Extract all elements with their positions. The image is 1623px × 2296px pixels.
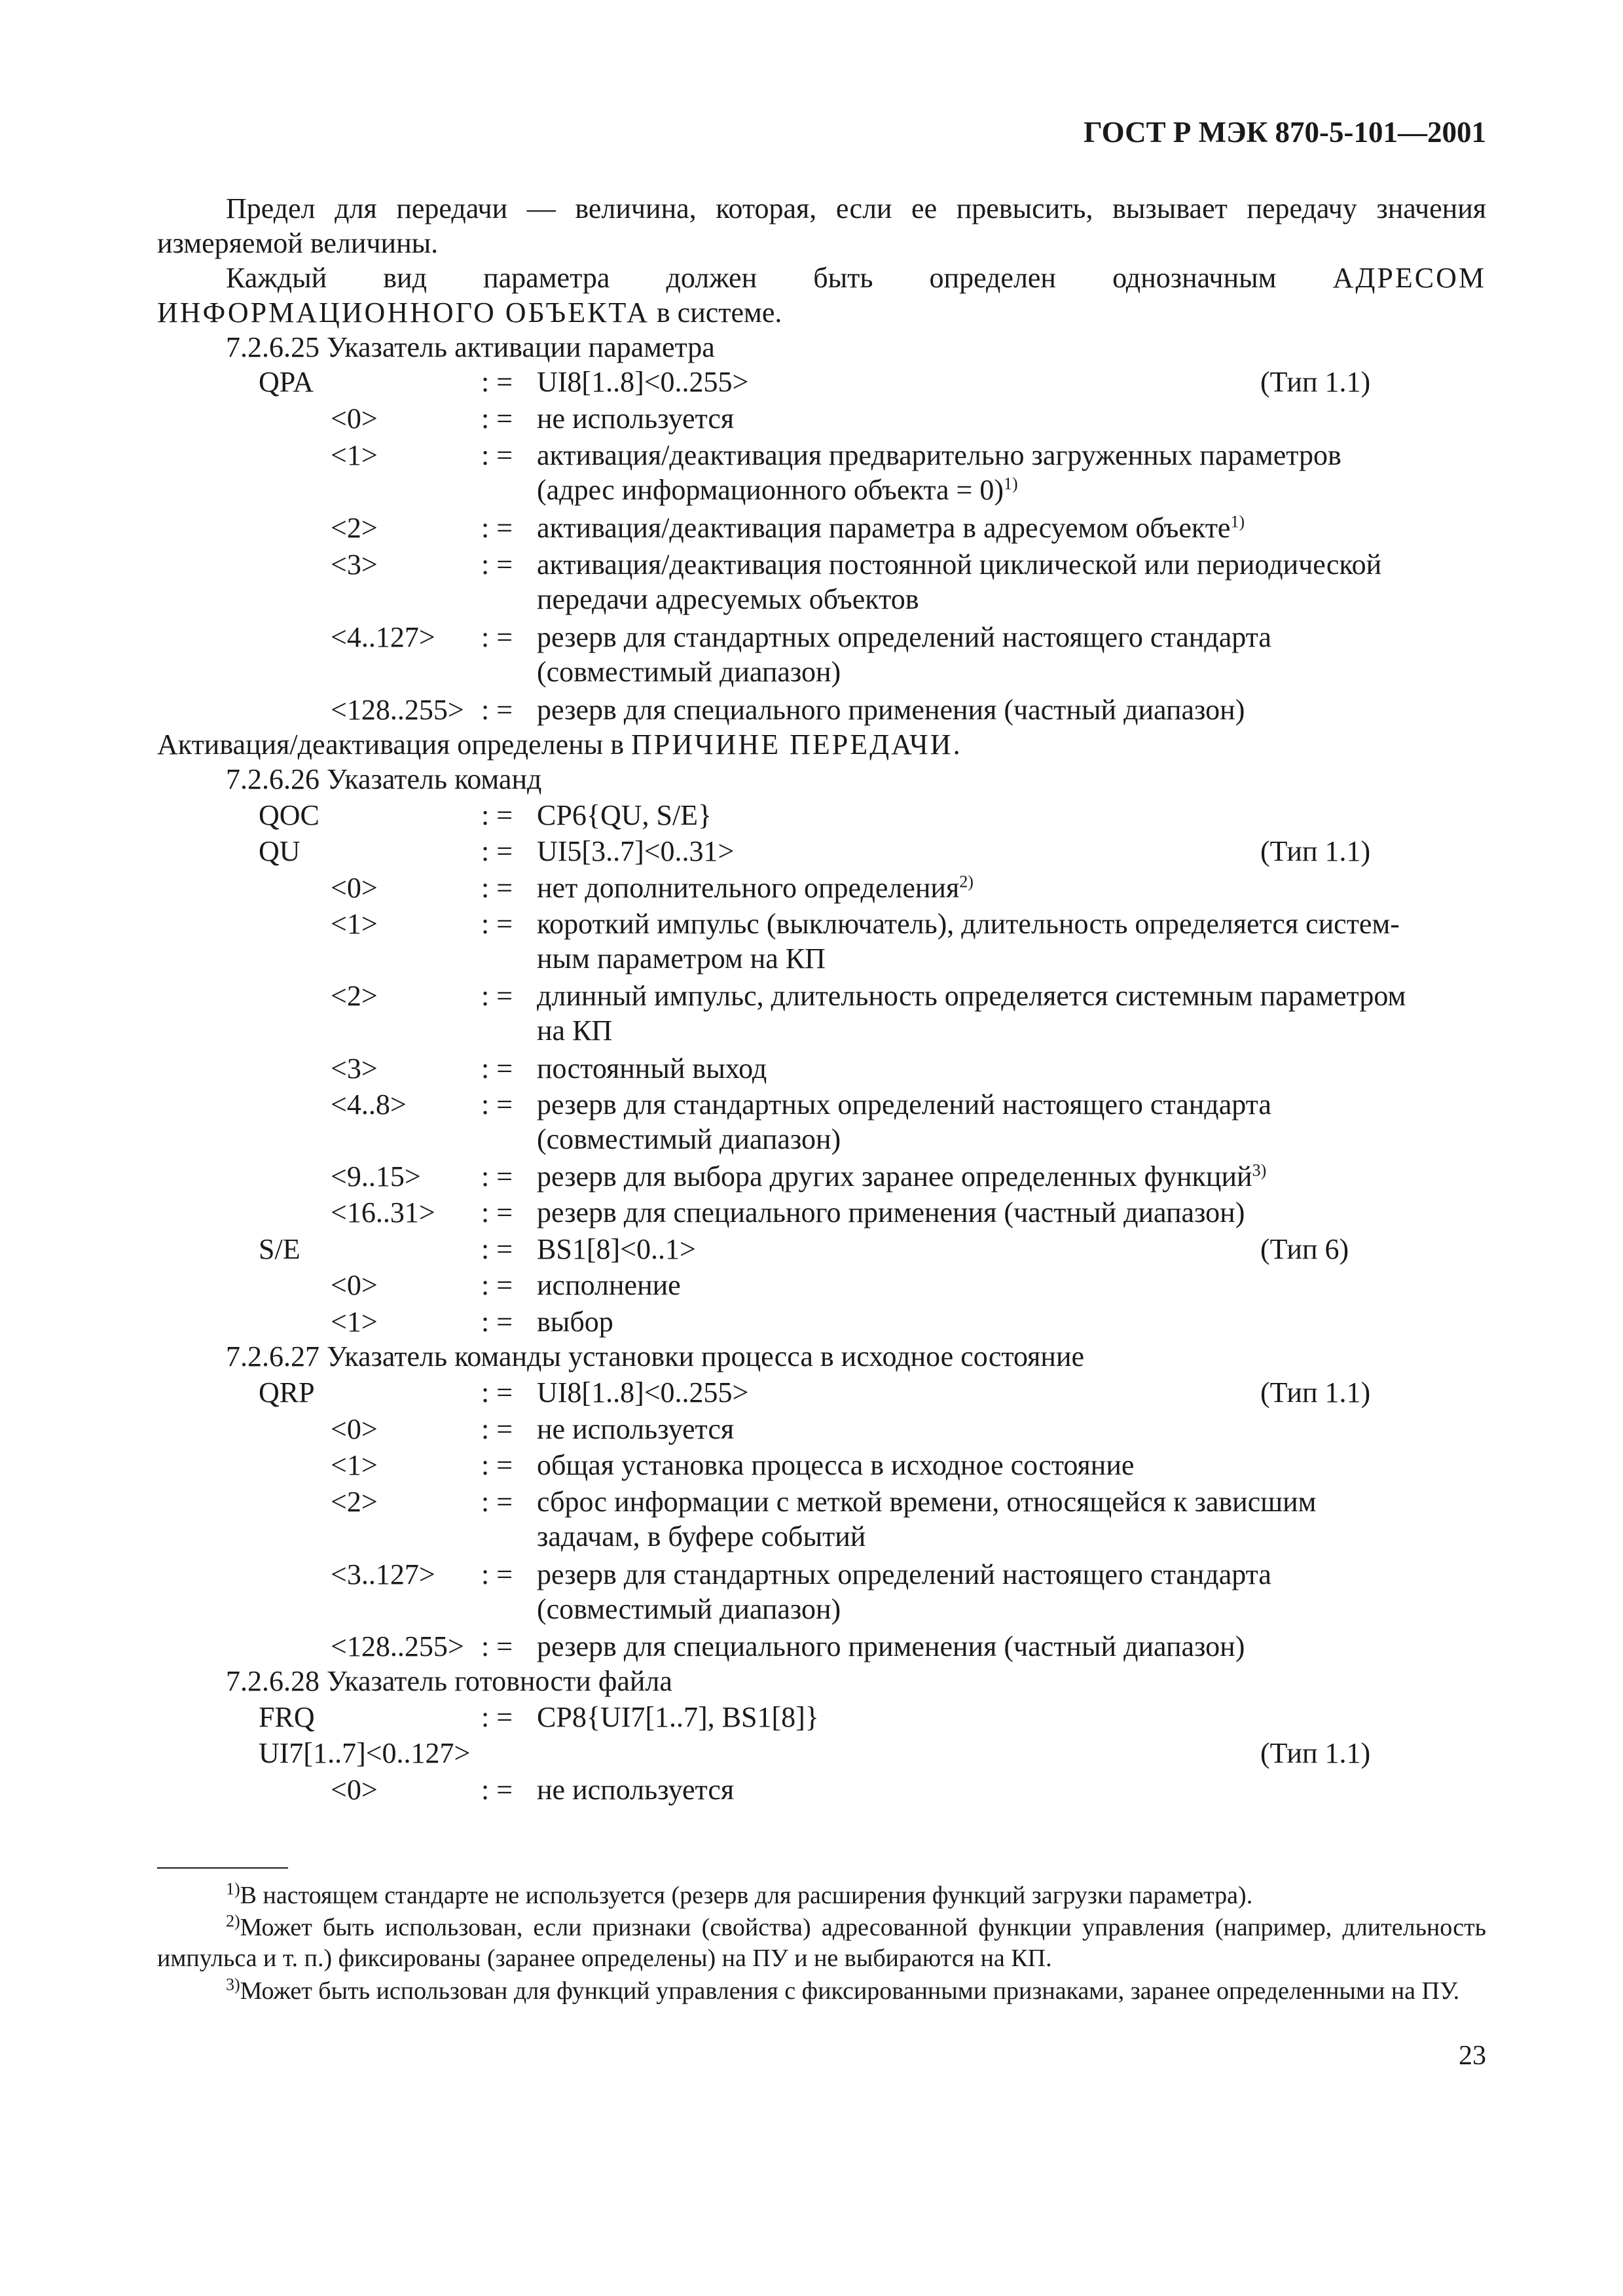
assign-sign: : =	[481, 366, 513, 398]
assign-sign: : =	[481, 980, 513, 1012]
value-code: <3>	[331, 1052, 378, 1085]
assign-sign: : =	[481, 799, 513, 831]
value-code: <3>	[331, 548, 378, 581]
assign-sign: : =	[481, 1306, 513, 1338]
footnote-ref: 3)	[1252, 1160, 1267, 1180]
intro-paragraph-1: Предел для передачи — величина, которая, если ее превысить, вызывает передачу значения измеряемой величины.	[157, 192, 1486, 259]
value-definition: не используется	[537, 1413, 735, 1445]
value-code: <0>	[331, 403, 378, 435]
value-definition: резерв для специального применения (частный диапазон)	[537, 694, 1245, 726]
assign-sign: : =	[481, 1088, 513, 1121]
value-code: <4..127>	[331, 621, 435, 653]
value-code: <2>	[331, 1486, 378, 1518]
section-title-7-2-6-25: 7.2.6.25 Указатель активации параметра	[226, 331, 715, 363]
value-code: <4..8>	[331, 1088, 407, 1121]
value-definition: резерв для специального применения (частный диапазон)	[537, 1630, 1245, 1662]
assign-sign: : =	[481, 621, 513, 653]
value-definition: резерв для выбора других заранее определенных функций$^{3)}$	[537, 1160, 1267, 1193]
assign-sign: : =	[481, 512, 513, 544]
term-definition-qpa: UI8[1..8]<0..255>	[537, 366, 749, 398]
assign-sign: : =	[481, 694, 513, 726]
term-definition-qoc: CP6{QU, S/E}	[537, 799, 712, 831]
footnote-3: $^{3)}$Может быть использован для функций управления с фиксированными признаками, заранее определенными на ПУ.	[226, 1975, 1460, 2005]
value-code: <128..255>	[331, 1630, 464, 1662]
term-definition-qrp: UI8[1..8]<0..255>	[537, 1376, 749, 1408]
value-code: <0>	[331, 1269, 378, 1301]
value-definition: короткий импульс (выключатель), длительность определяется систем- ным параметром на КП	[537, 908, 1400, 975]
value-definition: общая установка процесса в исходное состояние	[537, 1449, 1135, 1481]
activation-note: Активация/деактивация определены в ПРИЧИНЕ ПЕРЕДАЧИ.	[157, 728, 960, 761]
value-definition: резерв для стандартных определений настоящего стандарта (совместимый диапазон)	[537, 1558, 1271, 1625]
type-label-qrp: (Тип 1.1)	[1260, 1376, 1371, 1408]
value-definition: не используется	[537, 1774, 735, 1806]
footnote-separator	[157, 1867, 288, 1869]
term-definition-frq: CP8{UI7[1..7], BS1[8]}	[537, 1701, 819, 1733]
assign-sign: : =	[481, 403, 513, 435]
value-definition: длинный импульс, длительность определяется системным параметром на КП	[537, 980, 1406, 1047]
type-label-qpa: (Тип 1.1)	[1260, 366, 1371, 398]
type-label-se: (Тип 6)	[1260, 1233, 1349, 1265]
footnote-mark: 2)	[226, 1911, 240, 1931]
assign-sign: : =	[481, 1486, 513, 1518]
value-definition: резерв для специального применения (частный диапазон)	[537, 1196, 1245, 1229]
term-name-frq: FRQ	[259, 1701, 315, 1733]
term-name-ui7: UI7[1..7]<0..127>	[259, 1737, 471, 1769]
value-code: <1>	[331, 1449, 378, 1481]
value-code: <9..15>	[331, 1160, 421, 1193]
value-code: <1>	[331, 439, 378, 471]
assign-sign: : =	[481, 872, 513, 904]
assign-sign: : =	[481, 1413, 513, 1445]
assign-sign: : =	[481, 1269, 513, 1301]
value-definition: резерв для стандартных определений настоящего стандарта (совместимый диапазон)	[537, 1088, 1271, 1155]
assign-sign: : =	[481, 1233, 513, 1265]
value-code: <1>	[331, 1306, 378, 1338]
value-code: <2>	[331, 512, 378, 544]
footnote-1: $^{1)}$В настоящем стандарте не используется (резерв для расширения функций загрузки параметра).	[226, 1879, 1253, 1909]
assign-sign: : =	[481, 1558, 513, 1590]
value-definition: исполнение	[537, 1269, 681, 1301]
value-code: <16..31>	[331, 1196, 435, 1229]
assign-sign: : =	[481, 1376, 513, 1408]
type-label-ui7: (Тип 1.1)	[1260, 1737, 1371, 1769]
assign-sign: : =	[481, 1196, 513, 1229]
value-definition: активация/деактивация предварительно загруженных параметров (адрес информационного объекта = 0)$^{1)}$	[537, 439, 1341, 506]
value-code: <128..255>	[331, 694, 464, 726]
assign-sign: : =	[481, 548, 513, 581]
type-label-qu: (Тип 1.1)	[1260, 835, 1371, 867]
value-code: <3..127>	[331, 1558, 435, 1590]
value-definition: активация/деактивация постоянной циклической или периодической передачи адресуемых объектов	[537, 548, 1382, 615]
value-code: <0>	[331, 1774, 378, 1806]
assign-sign: : =	[481, 1701, 513, 1733]
value-definition: активация/деактивация параметра в адресуемом объекте$^{1)}$	[537, 512, 1245, 544]
term-name-qpa: QPA	[259, 366, 314, 398]
footnote-mark: 1)	[226, 1879, 240, 1899]
value-code: <0>	[331, 1413, 378, 1445]
assign-sign: : =	[481, 1052, 513, 1085]
value-definition: выбор	[537, 1306, 613, 1338]
assign-sign: : =	[481, 439, 513, 471]
term-name-qrp: QRP	[259, 1376, 315, 1408]
assign-sign: : =	[481, 1774, 513, 1806]
term-name-se: S/E	[259, 1233, 301, 1265]
value-definition: постоянный выход	[537, 1052, 767, 1085]
section-title-7-2-6-27: 7.2.6.27 Указатель команды установки процесса в исходное состояние	[226, 1340, 1085, 1372]
value-definition: не используется	[537, 403, 735, 435]
term-name-qu: QU	[259, 835, 301, 867]
section-title-7-2-6-28: 7.2.6.28 Указатель готовности файла	[226, 1665, 672, 1697]
page-number: 23	[1459, 2041, 1486, 2071]
assign-sign: : =	[481, 1449, 513, 1481]
term-definition-se: BS1[8]<0..1>	[537, 1233, 696, 1265]
footnote-mark: 3)	[226, 1975, 240, 1994]
value-code: <0>	[331, 872, 378, 904]
term-definition-qu: UI5[3..7]<0..31>	[537, 835, 735, 867]
value-code: <1>	[331, 908, 378, 940]
value-definition: резерв для стандартных определений настоящего стандарта (совместимый диапазон)	[537, 621, 1271, 688]
section-title-7-2-6-26: 7.2.6.26 Указатель команд	[226, 763, 542, 795]
intro-paragraph-2: Каждый вид параметра должен быть определен однозначным АДРЕСОМ ИНФОРМАЦИОННОГО ОБЪЕКТА в системе.	[157, 262, 1486, 329]
assign-sign: : =	[481, 1630, 513, 1662]
footnote-ref: 2)	[959, 872, 974, 891]
footnote-2: $^{2)}$Может быть использован, если признаки (свойства) адресованной функции управления (например, длительность импульса и т. п.) фиксированы (заранее определены) на ПУ и не выбираются на КП.	[157, 1911, 1486, 1972]
assign-sign: : =	[481, 835, 513, 867]
value-code: <2>	[331, 980, 378, 1012]
footnote-ref: 1)	[1004, 474, 1018, 493]
footnote-ref: 1)	[1230, 512, 1245, 531]
document-header: ГОСТ Р МЭК 870-5-101—2001	[1084, 116, 1486, 149]
assign-sign: : =	[481, 908, 513, 940]
term-name-qoc: QOC	[259, 799, 319, 831]
assign-sign: : =	[481, 1160, 513, 1193]
value-definition: нет дополнительного определения$^{2)}$	[537, 872, 974, 904]
value-definition: сброс информации с меткой времени, относящейся к зависшим задачам, в буфере событий	[537, 1486, 1317, 1552]
